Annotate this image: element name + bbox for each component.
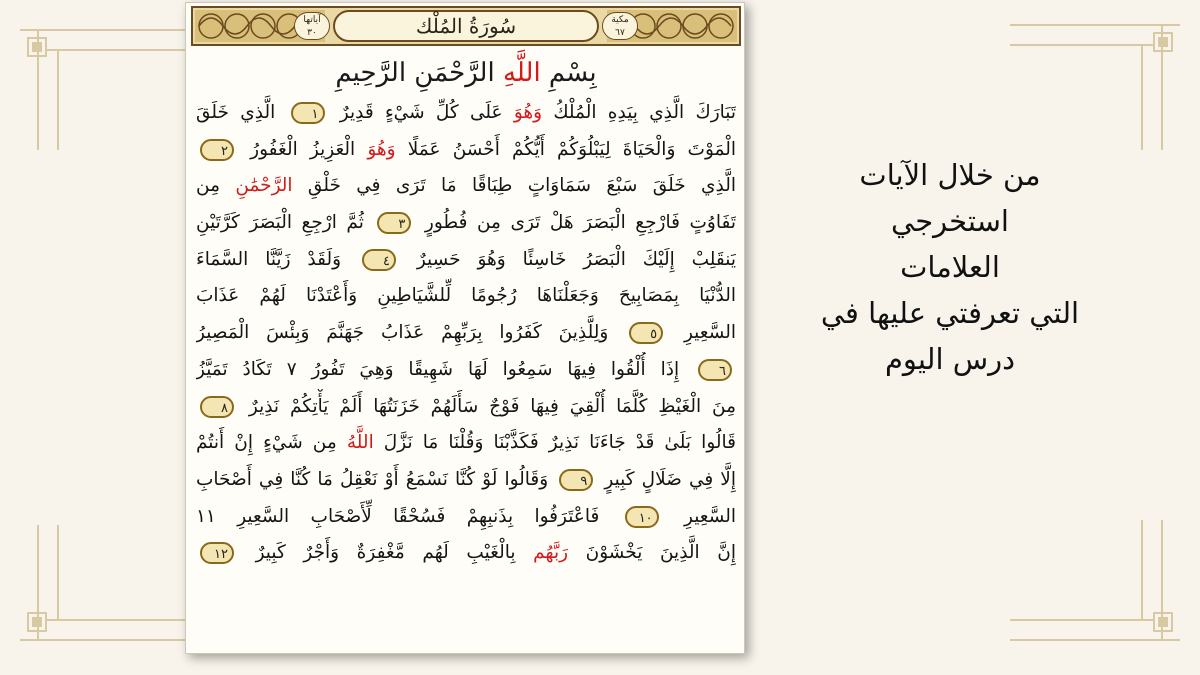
verse-text: عَلَى كُلِّ شَيْءٍ قَدِيرٌ: [328, 102, 514, 123]
verse-line: [196, 242, 736, 279]
verse-text: وَلَقَدْ زَيَّنَّا السَّمَاءَ: [196, 248, 358, 270]
verse-text: مِن: [196, 175, 236, 197]
verse-line: [196, 499, 736, 536]
verse-line: [196, 132, 736, 169]
divine-name-text: وَهُوَ: [513, 102, 543, 123]
verse-line: [196, 95, 736, 132]
verse-text: فَاعْتَرَفُوا بِذَنبِهِمْ فَسُحْقًا لِّأَصْحَابِ السَّعِيرِ ١١: [196, 505, 621, 527]
verse-line: [196, 278, 736, 315]
instruction-line: التي تعرفتي عليها في: [820, 296, 1080, 330]
verse-text: إِنَّ الَّذِينَ يَخْشَوْنَ: [568, 542, 736, 564]
frame-corner-bottom-left: [0, 525, 190, 675]
instruction-line: العلامات: [900, 250, 1000, 284]
ayah-number-marker: ٣: [377, 212, 411, 234]
quran-page: [185, 2, 745, 654]
verse-text: السَّعِيرِ: [667, 322, 736, 344]
instruction-line: استخرجي: [891, 204, 1009, 238]
verse-text: تَفَاوُتٍ فَارْجِعِ الْبَصَرَ هَلْ تَرَى مِن فُطُورٍ: [415, 212, 736, 234]
verse-text: الْمَوْتَ وَالْحَيَاةَ لِيَبْلُوَكُمْ أَيُّكُمْ أَحْسَنُ عَمَلًا: [395, 138, 736, 160]
frame-corner-bottom-right: [1010, 520, 1200, 675]
verse-line: [196, 205, 736, 242]
verse-text: وَلِلَّذِينَ كَفَرُوا بِرَبِّهِمْ عَذَابُ جَهَنَّمَ وَبِئْسَ الْمَصِيرُ: [196, 322, 626, 344]
frame-corner-top-left: [0, 0, 190, 150]
verse-text: الَّذِي خَلَقَ سَبْعَ سَمَاوَاتٍ طِبَاقًا مَا تَرَى فِي خَلْقِ: [292, 175, 736, 197]
verse-line: [196, 462, 736, 499]
instruction-line: من خلال الآيات: [859, 158, 1041, 192]
basmala: بِسْمِ اللَّهِ الرَّحْمَنِ الرَّحِيمِ: [335, 58, 597, 88]
verse-text: مِن شَيْءٍ إِنْ أَنتُمْ: [196, 432, 347, 454]
verse-text: ثُمَّ ارْجِعِ الْبَصَرَ كَرَّتَيْنِ: [196, 212, 374, 234]
surah-header-banner: [191, 6, 741, 46]
divine-name-text: وَهُوَ: [367, 138, 396, 160]
verse-text: مِنَ الْغَيْظِ كُلَّمَا أُلْقِيَ فِيهَا فَوْجٌ سَأَلَهُمْ خَزَنَتُهَا أَلَمْ يَأْتِكُمْ نَذِيرٌ: [238, 395, 736, 417]
verse-line: [196, 168, 736, 205]
instruction-line: درس اليوم: [884, 342, 1016, 376]
verse-line: [196, 352, 736, 389]
verse-lines: [196, 95, 736, 572]
ayah-number-marker: ٦: [698, 359, 732, 381]
verse-text: السَّعِيرِ: [662, 505, 736, 527]
ayah-number-marker: ١٢: [200, 542, 234, 564]
ayah-count-medallion: آياتها ٣٠: [294, 12, 330, 40]
verse-text: الدُّنْيَا بِمَصَابِيحَ وَجَعَلْنَاهَا رُجُومًا لِّلشَّيَاطِينِ وَأَعْتَدْنَا لَهُمْ عَذَابَ: [196, 285, 736, 307]
verse-line: [196, 535, 736, 572]
verse-text: يَنقَلِبْ إِلَيْكَ الْبَصَرُ خَاسِئًا وَهُوَ حَسِيرٌ: [399, 248, 736, 270]
verse-text: الْعَزِيزُ الْغَفُورُ: [238, 138, 368, 160]
surah-title: سُورَةُ المُلْك: [333, 10, 599, 42]
ayah-number-marker: ٤: [362, 249, 396, 271]
verse-line: [196, 425, 736, 462]
ayah-number-marker: ٩: [559, 469, 593, 491]
verse-text: إِلَّا فِي ضَلَالٍ كَبِيرٍ: [597, 468, 736, 490]
verse-text: بِالْغَيْبِ لَهُم مَّغْفِرَةٌ وَأَجْرٌ كَبِيرٌ: [238, 542, 534, 564]
verse-line: [196, 315, 736, 352]
ayah-number-marker: ١: [291, 102, 325, 124]
verse-text: الَّذِي خَلَقَ: [196, 102, 287, 123]
ayah-number-marker: ١٠: [625, 506, 659, 528]
verse-text: قَالُوا بَلَىٰ قَدْ جَاءَنَا نَذِيرٌ فَكَذَّبْنَا وَقُلْنَا مَا نَزَّلَ: [373, 432, 736, 454]
verse-text: تَبَارَكَ الَّذِي بِيَدِهِ الْمُلْكُ: [542, 102, 736, 123]
revelation-medallion: مكية ٦٧: [602, 12, 638, 40]
frame-corner-top-right: [1010, 0, 1200, 150]
verse-text: إِذَا أُلْقُوا فِيهَا سَمِعُوا لَهَا شَهِيقًا وَهِيَ تَفُورُ ٧ تَكَادُ تَمَيَّزُ: [196, 358, 695, 380]
ayah-number-marker: ٥: [629, 322, 663, 344]
verse-text: وَقَالُوا لَوْ كُنَّا نَسْمَعُ أَوْ نَعْقِلُ مَا كُنَّا فِي أَصْحَابِ: [196, 468, 556, 490]
divine-name-text: رَبَّهُم: [533, 542, 569, 564]
instruction-text: [760, 152, 1140, 382]
verse-line: [196, 389, 736, 426]
ayah-number-marker: ٨: [200, 396, 234, 418]
divine-name-text: اللَّهُ: [346, 432, 374, 454]
divine-name-text: الرَّحْمَٰنِ: [235, 175, 293, 197]
ayah-number-marker: ٢: [200, 139, 234, 161]
